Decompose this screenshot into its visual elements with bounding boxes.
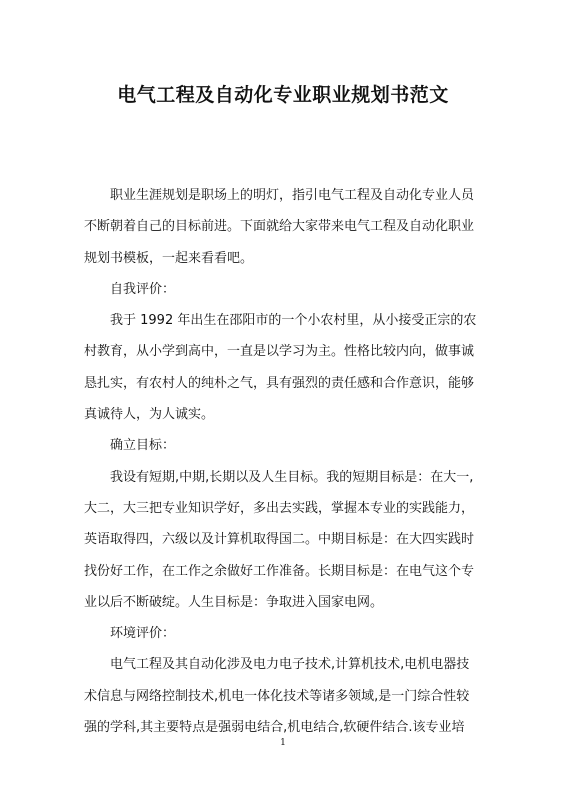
paragraph-line: 电气工程及其自动化涉及电力电子技术,计算机技术,电机电器技 [110, 657, 470, 673]
paragraph-line: 我于 1992 年出生在邵阳市的一个小农村里，从小接受正宗的农 [110, 313, 477, 329]
paragraph-line: 村教育，从小学到高中，一直是以学习为主。性格比较内向，做事诚 [84, 344, 475, 360]
document-title: 电气工程及自动化专业职业规划书范文 [117, 84, 449, 106]
paragraph-line: 业以后不断破绽。人生目标是：争取进入国家电网。 [84, 594, 384, 610]
paragraph-line: 真诚待人，为人诚实。 [84, 407, 215, 423]
paragraph-line: 我设有短期,中期,长期以及人生目标。我的短期目标是：在大一, [110, 469, 474, 485]
paragraph-line: 职业生涯规划是职场上的明灯，指引电气工程及自动化专业人员 [110, 188, 475, 203]
paragraph-line: 不断朝着自己的目标前进。下面就给大家带来电气工程及自动化职业 [84, 219, 475, 235]
section-heading-self-evaluation: 自我评价： [110, 281, 176, 297]
paragraph-line: 找份好工作，在工作之余做好工作准备。长期目标是：在电气这个专 [84, 563, 475, 579]
paragraph-line: 恳扎实，有农村人的纯朴之气，具有强烈的责任感和合作意识，能够 [84, 375, 475, 391]
document-body [84, 180, 494, 743]
paragraph-line: 强的学科,其主要特点是强弱电结合,机电结合,软硬件结合.该专业培 [84, 720, 465, 736]
paragraph-line: 术信息与网络控制技术,机电一体化技术等诸多领域,是一门综合性较 [84, 688, 470, 704]
section-heading-environment: 环境评价： [110, 626, 176, 642]
section-heading-goals: 确立目标： [110, 438, 176, 454]
paragraph-line: 英语取得四，六级以及计算机取得国二。中期目标是：在大四实践时 [84, 532, 475, 548]
page-number: 1 [280, 738, 286, 748]
paragraph-line: 大二，大三把专业知识学好，多出去实践，掌握本专业的实践能力， [84, 500, 475, 516]
paragraph-line: 规划书模板，一起来看看吧。 [84, 250, 254, 266]
